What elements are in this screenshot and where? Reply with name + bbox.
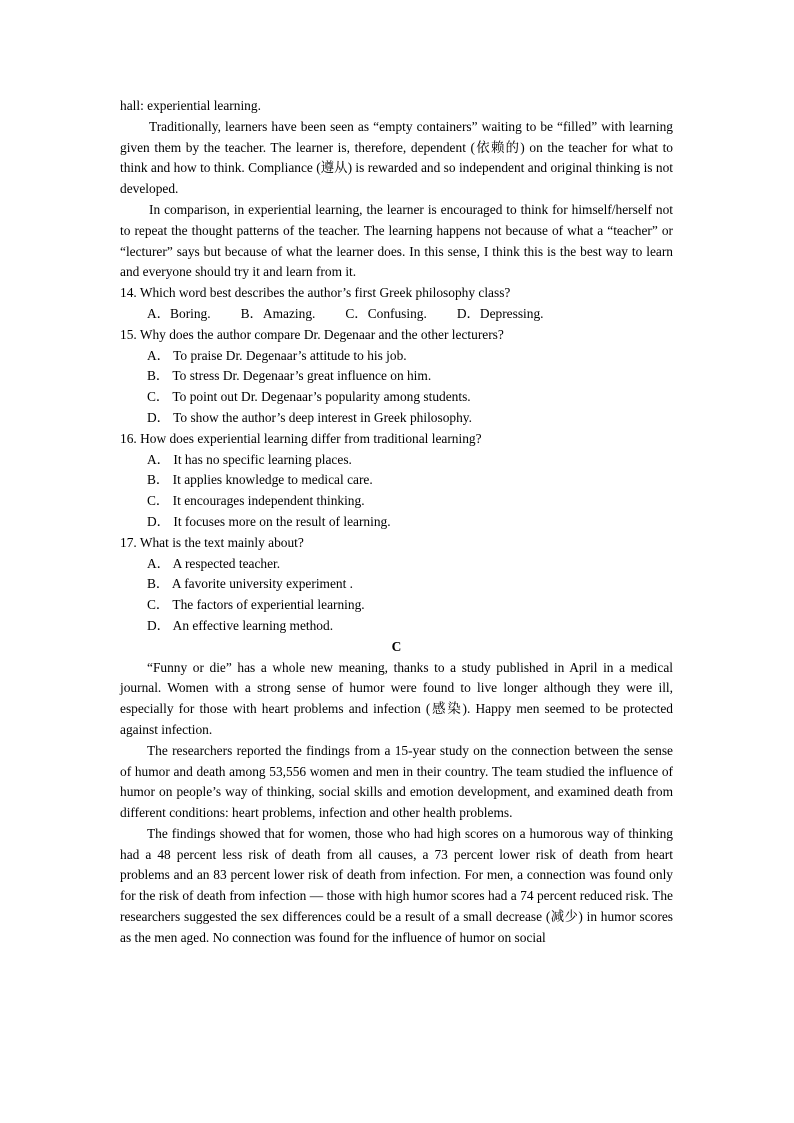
question-stem: 17. What is the text mainly about? [120, 534, 304, 550]
option-a[interactable]: A．Boring. [147, 305, 211, 321]
question-15 [120, 325, 673, 429]
passage-c-paragraph-3: The findings showed that for women, those who had high scores on a humorous way of thinking had a 48 percent less risk of death from all causes, a 73 percent lower risk of death from heart problems and an 83 percent lower risk of death from infection. For men, a connection was found only for the risk of death from infection — those with high humor scores had a 74 percent reduced risk. The researchers suggested the sex differences could be a result of a small decrease (减少) in humor scores as the men aged. No connection was found for the influence of humor on social [120, 825, 673, 945]
option-a[interactable]: A． To praise Dr. Degenaar’s attitude to his job. [147, 347, 407, 363]
option-d[interactable]: D． It focuses more on the result of learning. [147, 513, 391, 529]
option-a[interactable]: A． It has no specific learning places. [147, 451, 352, 467]
question-stem: 16. How does experiential learning differ from traditional learning? [120, 430, 482, 446]
exam-page [120, 96, 673, 949]
option-a[interactable]: A． A respected teacher. [147, 555, 281, 571]
passage-c-paragraph-2: The researchers reported the findings from a 15-year study on the connection between the sense of humor and death among 53,556 women and men in their country. The team studied the influence of humor on people’s way of thinking, social skills and emotion development, and examined death from different conditions: heart problems, infection and other health problems. [120, 742, 673, 821]
passage-c-paragraph-1: “Funny or die” has a whole new meaning, thanks to a study published in April in a medical journal. Women with a strong sense of humor were found to live longer although they were ill, especially for those with heart problems and infection (感染). Happy men seemed to be protected against infection. [120, 659, 673, 737]
passage-b-paragraph-traditional: Traditionally, learners have been seen as “empty containers” waiting to be “filled” with learning given them by the teacher. The learner is, therefore, dependent (依赖的) on the teacher for what to think and how to think. Compliance (遵从) is rewarded and so independent and original thinking is not developed. [120, 118, 673, 197]
option-d[interactable]: D．Depressing. [456, 305, 544, 321]
question-stem: 14. Which word best describes the author’s first Greek philosophy class? [120, 285, 511, 301]
options-row [120, 304, 673, 325]
option-c[interactable]: C．Confusing. [345, 305, 427, 321]
section-c-heading: C [391, 638, 402, 654]
question-17 [120, 533, 673, 637]
passage-b-paragraph-comparison: In comparison, in experiential learning, the learner is encouraged to think for himself/herself not to repeat the thought patterns of the teacher. The learning happens not because of what a “teacher” or “lecturer” says but because of what the learner does. In this sense, I think this is the best way to learn and everyone should try it and learn from it. [120, 201, 673, 280]
question-stem: 15. Why does the author compare Dr. Degenaar and the other lecturers? [120, 326, 504, 342]
question-14 [120, 283, 673, 325]
option-d[interactable]: D． An effective learning method. [147, 617, 334, 633]
option-c[interactable]: C． To point out Dr. Degenaar’s popularity among students. [147, 389, 471, 405]
option-d[interactable]: D． To show the author’s deep interest in Greek philosophy. [147, 409, 472, 425]
passage-b-fragment: hall: experiential learning. [120, 98, 261, 113]
option-b[interactable]: B．Amazing. [240, 305, 316, 321]
option-b[interactable]: B． A favorite university experiment . [147, 576, 354, 592]
option-b[interactable]: B． It applies knowledge to medical care. [147, 472, 373, 488]
option-c[interactable]: C． It encourages independent thinking. [147, 493, 365, 509]
option-b[interactable]: B． To stress Dr. Degenaar’s great influence on him. [147, 368, 432, 384]
option-c[interactable]: C． The factors of experiential learning. [147, 597, 365, 613]
question-16 [120, 429, 673, 533]
